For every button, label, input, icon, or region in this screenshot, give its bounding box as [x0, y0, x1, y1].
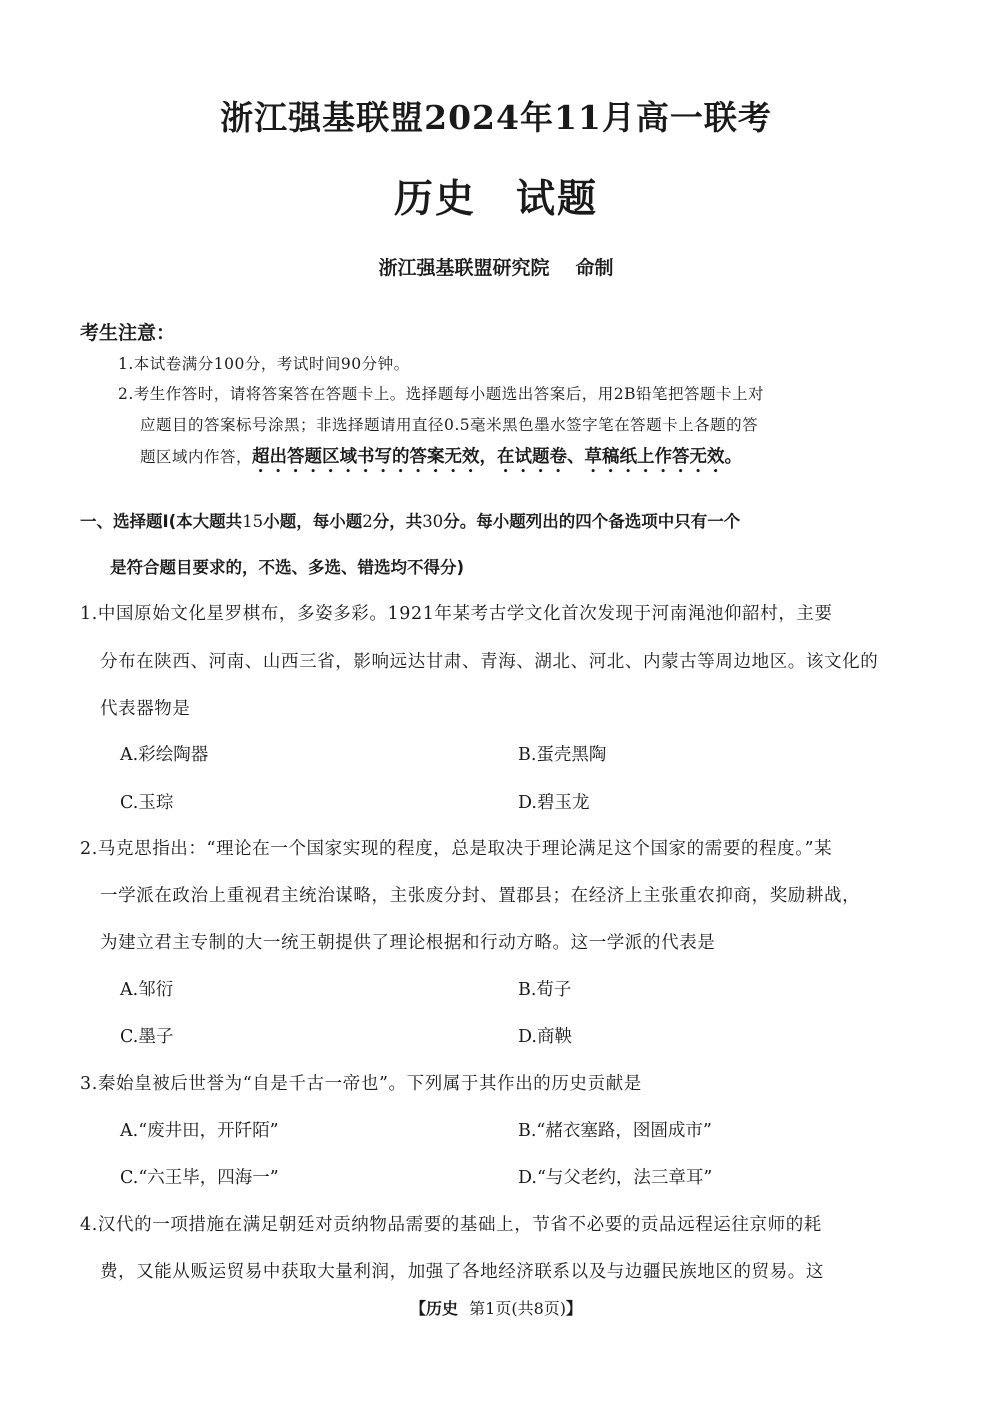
question-2-option-d: D.商鞅: [518, 1027, 572, 1047]
notice-item-2-line-1: 2.考生作答时，请将答案答在答题卡上。选择题每小题选出答案后，用2B铅笔把答题卡上对: [118, 385, 765, 403]
section-heading-line-1: [80, 508, 740, 532]
section-heading-text-b: 小题，每小题: [263, 512, 363, 531]
notice-emphasis: 超出答题区域书写的答案无效，在试题卷、草稿纸上作答无效。: [252, 447, 743, 467]
question-3-option-d: D.“与父老约，法三章耳”: [518, 1168, 713, 1188]
subject-suffix: 试题: [516, 176, 599, 222]
subject-name: 历史: [393, 176, 476, 222]
question-1-option-d: D.碧玉龙: [518, 793, 590, 813]
notice-heading: 考生注意：: [80, 322, 176, 344]
section-points-each: 2: [362, 512, 373, 531]
section-heading-text-c: 分，共: [372, 512, 423, 531]
footer-subject: 【历史: [409, 1299, 458, 1318]
section-heading-text-d: 分。每小题列出的四个备选项中只有一个: [443, 512, 741, 531]
question-2-option-c: C.墨子: [120, 1027, 174, 1047]
question-2-option-b: B.荀子: [518, 980, 572, 1000]
question-4-line-2: 费，又能从贩运贸易中获取大量利润，加强了各地经济联系以及与边疆民族地区的贸易。这: [100, 1262, 824, 1282]
notice-item-2-line-2: 应题目的答案标号涂黑；非选择题请用直径0.5毫米黑色墨水签字笔在答题卡上各题的答: [140, 416, 759, 434]
section-points-total: 30: [422, 512, 444, 531]
question-1-option-b: B.蛋壳黑陶: [518, 745, 607, 765]
question-1-line-2: 分布在陕西、河南、山西三省，影响远达甘肃、青海、湖北、河北、内蒙古等周边地区。该文化的: [100, 652, 879, 672]
section-heading-text-a: 一、选择题Ⅰ(本大题共: [80, 512, 243, 531]
notice-item-1: 1.本试卷满分100分，考试时间90分钟。: [118, 355, 410, 373]
question-4-line-1: 4.汉代的一项措施在满足朝廷对贡纳物品需要的基础上，节省不必要的贡品远程运往京师的耗: [80, 1215, 822, 1235]
question-3-option-c: C.“六王毕，四海一”: [120, 1168, 279, 1188]
footer-page-number: 第1页(共8页): [469, 1299, 566, 1318]
question-1-option-a: A.彩绘陶器: [120, 745, 209, 765]
notice-item-2-line-3: [140, 443, 742, 477]
notice-item-2-line-3-text: 题区域内作答，: [140, 448, 253, 466]
question-1-option-c: C.玉琮: [120, 793, 174, 813]
author-name: 浙江强基联盟研究院: [378, 257, 550, 279]
footer-close: 】: [566, 1299, 583, 1318]
question-2-line-3: 为建立君主专制的大一统王朝提供了理论根据和行动方略。这一学派的代表是: [100, 933, 716, 953]
question-3-line-1: 3.秦始皇被后世誉为“自是千古一帝也”。下列属于其作出的历史贡献是: [80, 1074, 642, 1094]
question-1-line-1: 1.中国原始文化星罗棋布，多姿多彩。1921年某考古学文化首次发现于河南渑池仰韶村，主要: [80, 604, 833, 624]
question-3-option-a: A.“废井田，开阡陌”: [120, 1121, 279, 1141]
author-suffix: 命制: [575, 257, 614, 279]
question-1-line-3: 代表器物是: [100, 699, 191, 719]
exam-title: 浙江强基联盟2024年11月高一联考: [220, 98, 772, 137]
question-2-line-2: 一学派在政治上重视君主统治谋略，主张废分封、置郡县；在经济上主张重农抑商，奖励耕战，: [100, 886, 861, 906]
section-count: 15: [242, 512, 264, 531]
question-2-line-1: 2.马克思指出：“理论在一个国家实现的程度，总是取决于理论满足这个国家的需要的程度。”某: [80, 839, 833, 859]
question-2-option-a: A.邹衍: [120, 980, 174, 1000]
subject-title: [0, 168, 992, 224]
question-3-option-b: B.“赭衣塞路，囹圄成市”: [518, 1121, 712, 1141]
page-footer: [0, 1296, 992, 1319]
section-heading-line-2: 是符合题目要求的，不选、多选、错选均不得分): [110, 558, 465, 577]
author-line: [0, 253, 992, 280]
